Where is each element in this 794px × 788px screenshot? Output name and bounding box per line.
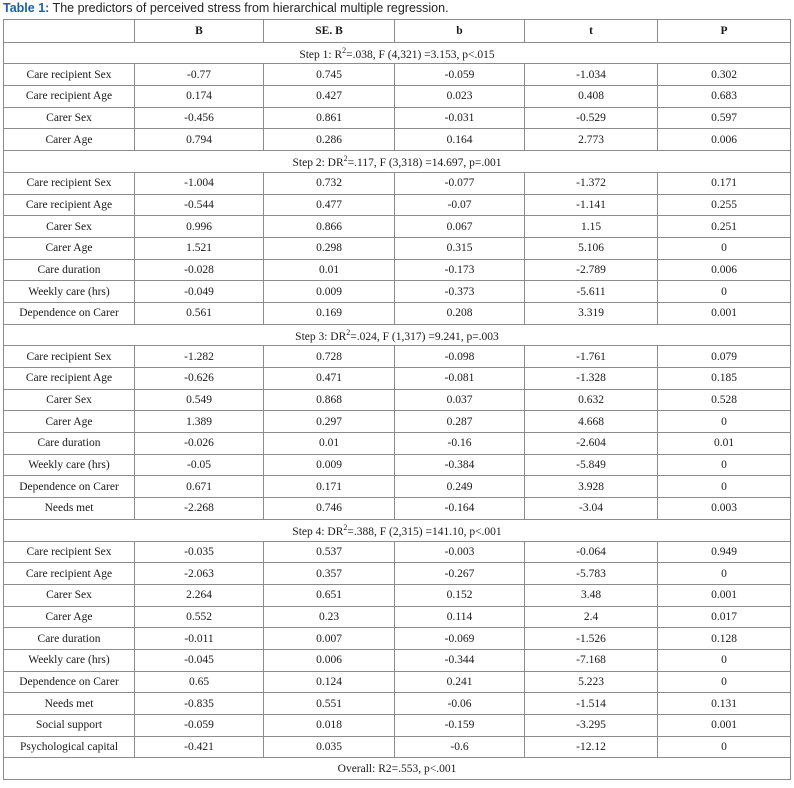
value-cell: 0 xyxy=(658,736,791,758)
predictor-name: Carer Age xyxy=(4,129,135,151)
value-cell: 0.949 xyxy=(658,541,791,563)
value-cell: 0.286 xyxy=(264,129,395,151)
value-cell: -0.173 xyxy=(395,259,525,281)
predictor-name: Care duration xyxy=(4,259,135,281)
value-cell: 3.48 xyxy=(525,584,658,606)
value-cell: 0.866 xyxy=(264,216,395,238)
value-cell: 0.128 xyxy=(658,628,791,650)
predictor-name: Carer Sex xyxy=(4,216,135,238)
footer-row xyxy=(4,758,791,780)
value-cell: 0.023 xyxy=(395,86,525,108)
value-cell: -0.059 xyxy=(135,715,264,737)
value-cell: -0.031 xyxy=(395,107,525,129)
table-row xyxy=(4,476,791,498)
predictor-name: Care recipient Age xyxy=(4,563,135,585)
step-header-row xyxy=(4,42,791,64)
step-statistics: =.024, F (1,317) =9.241, p=.003 xyxy=(350,330,499,343)
value-cell: -0.626 xyxy=(135,368,264,390)
value-cell: 0.868 xyxy=(264,389,395,411)
value-cell: -2.789 xyxy=(525,259,658,281)
table-row xyxy=(4,584,791,606)
value-cell: -1.328 xyxy=(525,368,658,390)
predictor-name: Weekly care (hrs) xyxy=(4,649,135,671)
value-cell: 0.794 xyxy=(135,129,264,151)
value-cell: -12.12 xyxy=(525,736,658,758)
value-cell: 0.152 xyxy=(395,584,525,606)
table-row xyxy=(4,454,791,476)
value-cell: 0.297 xyxy=(264,411,395,433)
value-cell: 1.15 xyxy=(525,216,658,238)
predictor-name: Care recipient Sex xyxy=(4,346,135,368)
value-cell: -0.026 xyxy=(135,433,264,455)
value-cell: 0.671 xyxy=(135,476,264,498)
value-cell: 0.996 xyxy=(135,216,264,238)
value-cell: -0.544 xyxy=(135,194,264,216)
value-cell: -0.77 xyxy=(135,64,264,86)
predictor-name: Dependence on Carer xyxy=(4,476,135,498)
superscript: 2 xyxy=(346,327,351,337)
predictor-name: Weekly care (hrs) xyxy=(4,281,135,303)
table-row xyxy=(4,649,791,671)
value-cell: 4.668 xyxy=(525,411,658,433)
value-cell: 0.171 xyxy=(658,172,791,194)
column-header xyxy=(4,20,135,43)
value-cell: -7.168 xyxy=(525,649,658,671)
value-cell: 0.861 xyxy=(264,107,395,129)
value-cell: 0.114 xyxy=(395,606,525,628)
value-cell: 0 xyxy=(658,476,791,498)
value-cell: 0.131 xyxy=(658,693,791,715)
predictor-name: Needs met xyxy=(4,498,135,520)
value-cell: -1.514 xyxy=(525,693,658,715)
value-cell: 0.01 xyxy=(658,433,791,455)
table-row xyxy=(4,433,791,455)
value-cell: -2.268 xyxy=(135,498,264,520)
step-statistics: =.117, F (3,318) =14.697, p=.001 xyxy=(347,156,502,169)
predictor-name: Carer Sex xyxy=(4,389,135,411)
step-label: Step 2: DR xyxy=(292,156,344,169)
value-cell: -0.529 xyxy=(525,107,658,129)
value-cell: -0.07 xyxy=(395,194,525,216)
value-cell: 0.185 xyxy=(658,368,791,390)
value-cell: -0.045 xyxy=(135,649,264,671)
value-cell: -2.604 xyxy=(525,433,658,455)
value-cell: 0.006 xyxy=(658,129,791,151)
column-header: b xyxy=(395,20,525,43)
value-cell: 3.928 xyxy=(525,476,658,498)
value-cell: -0.835 xyxy=(135,693,264,715)
superscript: 2 xyxy=(343,522,348,532)
column-header: SE. B xyxy=(264,20,395,43)
table-caption xyxy=(3,0,449,18)
value-cell: 0.357 xyxy=(264,563,395,585)
table-row xyxy=(4,194,791,216)
value-cell: -0.16 xyxy=(395,433,525,455)
table-row xyxy=(4,541,791,563)
value-cell: -0.011 xyxy=(135,628,264,650)
step-header xyxy=(4,151,791,173)
value-cell: -0.421 xyxy=(135,736,264,758)
value-cell: 0.079 xyxy=(658,346,791,368)
header-row xyxy=(4,20,791,43)
value-cell: -0.267 xyxy=(395,563,525,585)
table-row xyxy=(4,628,791,650)
predictor-name: Care duration xyxy=(4,628,135,650)
value-cell: 0.171 xyxy=(264,476,395,498)
table-row xyxy=(4,64,791,86)
value-cell: -0.081 xyxy=(395,368,525,390)
value-cell: -0.384 xyxy=(395,454,525,476)
value-cell: 3.319 xyxy=(525,302,658,324)
value-cell: -0.344 xyxy=(395,649,525,671)
value-cell: 0.632 xyxy=(525,389,658,411)
predictor-name: Carer Age xyxy=(4,411,135,433)
table-row xyxy=(4,606,791,628)
value-cell: 0.728 xyxy=(264,346,395,368)
predictor-name: Carer Sex xyxy=(4,584,135,606)
value-cell: -3.295 xyxy=(525,715,658,737)
value-cell: -0.373 xyxy=(395,281,525,303)
value-cell: -5.783 xyxy=(525,563,658,585)
value-cell: 0.551 xyxy=(264,693,395,715)
value-cell: 2.4 xyxy=(525,606,658,628)
value-cell: 0.006 xyxy=(264,649,395,671)
step-header xyxy=(4,519,791,541)
step-label: Step 4: DR xyxy=(292,525,344,538)
column-header: B xyxy=(135,20,264,43)
step-label: Step 3: DR xyxy=(295,330,347,343)
value-cell: -1.004 xyxy=(135,172,264,194)
value-cell: -0.077 xyxy=(395,172,525,194)
predictor-name: Carer Age xyxy=(4,237,135,259)
value-cell: 0.001 xyxy=(658,715,791,737)
value-cell: 0.018 xyxy=(264,715,395,737)
table-row xyxy=(4,129,791,151)
predictor-name: Care recipient Sex xyxy=(4,64,135,86)
value-cell: 0.174 xyxy=(135,86,264,108)
value-cell: -2.063 xyxy=(135,563,264,585)
value-cell: 2.773 xyxy=(525,129,658,151)
value-cell: -5.849 xyxy=(525,454,658,476)
value-cell: 0 xyxy=(658,454,791,476)
predictor-name: Carer Age xyxy=(4,606,135,628)
value-cell: 0.471 xyxy=(264,368,395,390)
value-cell: 0.124 xyxy=(264,671,395,693)
table-row xyxy=(4,389,791,411)
value-cell: -0.159 xyxy=(395,715,525,737)
value-cell: 0.427 xyxy=(264,86,395,108)
table-body xyxy=(4,20,791,780)
predictor-name: Social support xyxy=(4,715,135,737)
overall-summary: Overall: R2=.553, p<.001 xyxy=(4,758,791,780)
value-cell: 0.01 xyxy=(264,433,395,455)
value-cell: -0.059 xyxy=(395,64,525,86)
value-cell: 2.264 xyxy=(135,584,264,606)
value-cell: -1.526 xyxy=(525,628,658,650)
table-row xyxy=(4,281,791,303)
value-cell: 0 xyxy=(658,649,791,671)
value-cell: 0 xyxy=(658,237,791,259)
predictor-name: Psychological capital xyxy=(4,736,135,758)
value-cell: 5.223 xyxy=(525,671,658,693)
value-cell: 1.389 xyxy=(135,411,264,433)
value-cell: 0.408 xyxy=(525,86,658,108)
superscript: 2 xyxy=(342,45,347,55)
table-row xyxy=(4,411,791,433)
table-row xyxy=(4,563,791,585)
value-cell: 0.561 xyxy=(135,302,264,324)
table-row xyxy=(4,302,791,324)
value-cell: 0.745 xyxy=(264,64,395,86)
value-cell: 0.006 xyxy=(658,259,791,281)
column-header: P xyxy=(658,20,791,43)
predictor-name: Needs met xyxy=(4,693,135,715)
table-row xyxy=(4,693,791,715)
value-cell: -0.098 xyxy=(395,346,525,368)
value-cell: -0.003 xyxy=(395,541,525,563)
value-cell: 0 xyxy=(658,281,791,303)
value-cell: 0.001 xyxy=(658,302,791,324)
predictor-name: Carer Sex xyxy=(4,107,135,129)
value-cell: -0.164 xyxy=(395,498,525,520)
value-cell: 0.477 xyxy=(264,194,395,216)
table-row xyxy=(4,172,791,194)
value-cell: 1.521 xyxy=(135,237,264,259)
step-header-row xyxy=(4,151,791,173)
value-cell: 0.009 xyxy=(264,454,395,476)
value-cell: 0 xyxy=(658,411,791,433)
value-cell: 0.241 xyxy=(395,671,525,693)
value-cell: 0.003 xyxy=(658,498,791,520)
step-header-row xyxy=(4,324,791,346)
table-row xyxy=(4,107,791,129)
step-label: Step 1: R xyxy=(299,48,343,61)
table-row xyxy=(4,216,791,238)
predictor-name: Dependence on Carer xyxy=(4,302,135,324)
value-cell: 0.251 xyxy=(658,216,791,238)
value-cell: 0.549 xyxy=(135,389,264,411)
value-cell: 0.23 xyxy=(264,606,395,628)
table-row xyxy=(4,671,791,693)
value-cell: 0.037 xyxy=(395,389,525,411)
value-cell: 0.067 xyxy=(395,216,525,238)
value-cell: 0.65 xyxy=(135,671,264,693)
value-cell: 0.249 xyxy=(395,476,525,498)
predictor-name: Dependence on Carer xyxy=(4,671,135,693)
step-header xyxy=(4,324,791,346)
predictor-name: Care recipient Sex xyxy=(4,172,135,194)
value-cell: 5.106 xyxy=(525,237,658,259)
value-cell: -1.761 xyxy=(525,346,658,368)
value-cell: 0.302 xyxy=(658,64,791,86)
value-cell: -0.069 xyxy=(395,628,525,650)
table-row xyxy=(4,736,791,758)
value-cell: -0.028 xyxy=(135,259,264,281)
predictor-name: Care recipient Sex xyxy=(4,541,135,563)
predictor-name: Weekly care (hrs) xyxy=(4,454,135,476)
table-row xyxy=(4,237,791,259)
value-cell: 0 xyxy=(658,563,791,585)
value-cell: 0.007 xyxy=(264,628,395,650)
value-cell: 0.651 xyxy=(264,584,395,606)
table-row xyxy=(4,259,791,281)
value-cell: 0.732 xyxy=(264,172,395,194)
table-row xyxy=(4,368,791,390)
table-row xyxy=(4,498,791,520)
value-cell: 0.017 xyxy=(658,606,791,628)
table-label: Table 1: xyxy=(3,1,50,15)
predictor-name: Care duration xyxy=(4,433,135,455)
value-cell: -5.611 xyxy=(525,281,658,303)
value-cell: 0.164 xyxy=(395,129,525,151)
value-cell: 0.009 xyxy=(264,281,395,303)
value-cell: -1.141 xyxy=(525,194,658,216)
value-cell: 0.552 xyxy=(135,606,264,628)
value-cell: 0.001 xyxy=(658,584,791,606)
value-cell: -0.6 xyxy=(395,736,525,758)
step-header-row xyxy=(4,519,791,541)
value-cell: -3.04 xyxy=(525,498,658,520)
value-cell: 0.746 xyxy=(264,498,395,520)
value-cell: 0.035 xyxy=(264,736,395,758)
step-statistics: =.388, F (2,315) =141.10, p<.001 xyxy=(347,525,502,538)
value-cell: 0.255 xyxy=(658,194,791,216)
value-cell: -0.064 xyxy=(525,541,658,563)
value-cell: -0.05 xyxy=(135,454,264,476)
value-cell: 0.528 xyxy=(658,389,791,411)
step-statistics: =.038, F (4,321) =3.153, p<.015 xyxy=(346,48,495,61)
predictor-name: Care recipient Age xyxy=(4,86,135,108)
value-cell: 0.169 xyxy=(264,302,395,324)
value-cell: 0.01 xyxy=(264,259,395,281)
table-row xyxy=(4,715,791,737)
superscript: 2 xyxy=(343,154,348,164)
value-cell: 0.683 xyxy=(658,86,791,108)
regression-table xyxy=(3,19,791,780)
value-cell: -0.456 xyxy=(135,107,264,129)
predictor-name: Care recipient Age xyxy=(4,194,135,216)
table-title: The predictors of perceived stress from hierarchical multiple regression. xyxy=(49,1,449,15)
value-cell: -1.372 xyxy=(525,172,658,194)
value-cell: -0.049 xyxy=(135,281,264,303)
value-cell: 0.597 xyxy=(658,107,791,129)
value-cell: 0.208 xyxy=(395,302,525,324)
value-cell: -1.034 xyxy=(525,64,658,86)
value-cell: -0.035 xyxy=(135,541,264,563)
value-cell: 0.298 xyxy=(264,237,395,259)
value-cell: 0.537 xyxy=(264,541,395,563)
value-cell: -1.282 xyxy=(135,346,264,368)
value-cell: 0 xyxy=(658,671,791,693)
predictor-name: Care recipient Age xyxy=(4,368,135,390)
table-row xyxy=(4,346,791,368)
column-header: t xyxy=(525,20,658,43)
value-cell: 0.315 xyxy=(395,237,525,259)
value-cell: -0.06 xyxy=(395,693,525,715)
step-header xyxy=(4,42,791,64)
value-cell: 0.287 xyxy=(395,411,525,433)
table-row xyxy=(4,86,791,108)
